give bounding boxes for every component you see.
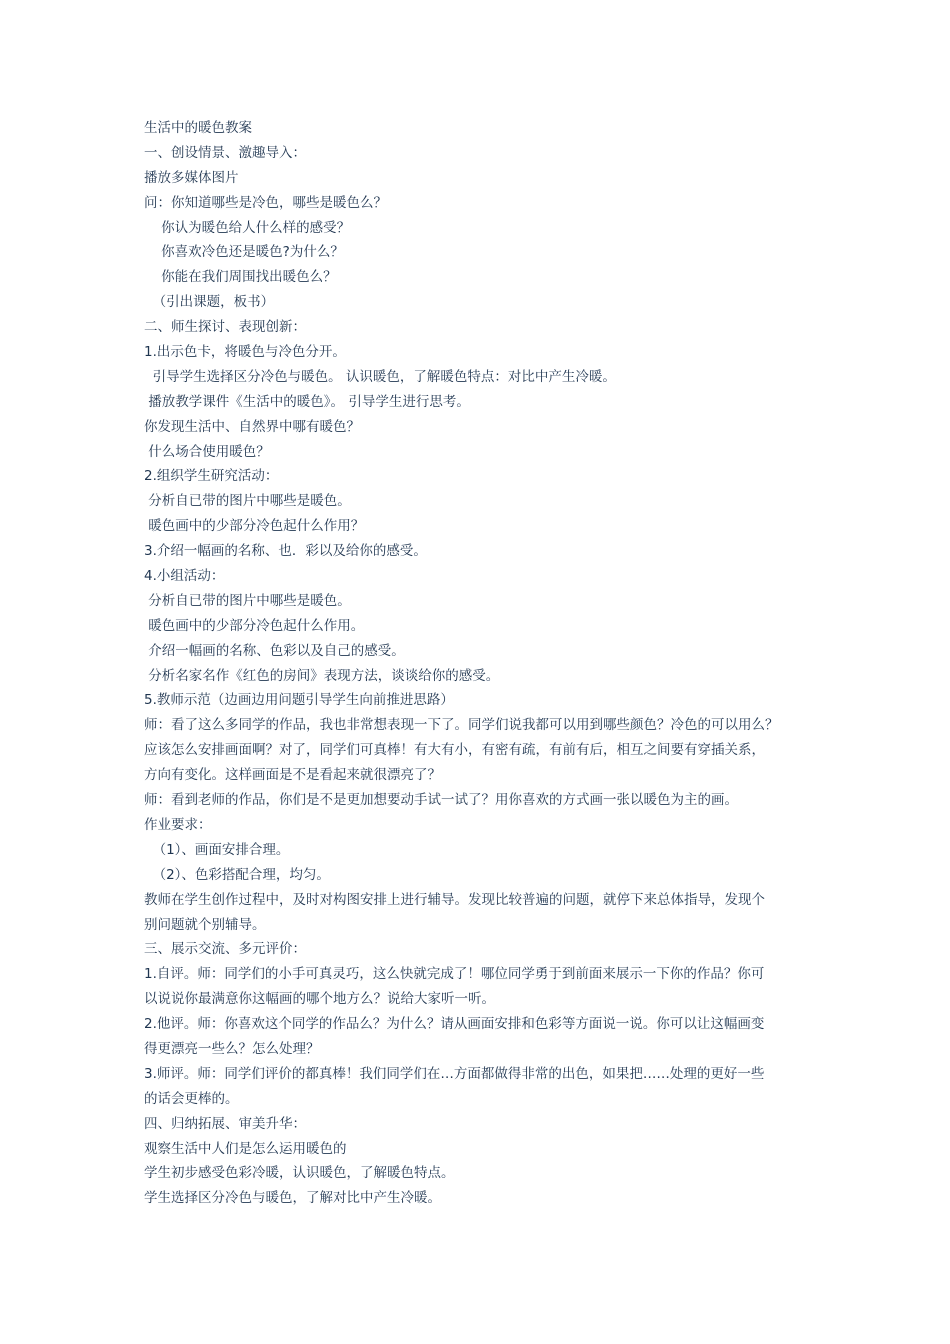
text-line: 1.自评。师：同学们的小手可真灵巧，这么快就完成了！哪位同学勇于到前面来展示一下你的作品？你可 [144, 966, 765, 983]
text-line: 介绍一幅画的名称、色彩以及自己的感受。 [144, 642, 405, 659]
text-line: 作业要求： [144, 816, 212, 833]
text-line: 学生初步感受色彩冷暖，认识暖色，了解暖色特点。 [144, 1165, 455, 1182]
text-line: 4.小组活动： [144, 568, 225, 585]
text-line: 播放教学课件《生活中的暖色》。 引导学生进行思考。 [144, 393, 470, 410]
text-line: （引出课题，板书） [144, 294, 275, 311]
text-line: （2）、色彩搭配合理，均匀。 [144, 866, 330, 883]
text-line: 3.师评。师：同学们评价的都真棒！我们同学们在…方面都做得非常的出色，如果把……处理的更好一些 [144, 1065, 765, 1082]
text-line: 二、师生探讨、表现创新： [144, 319, 306, 336]
text-line: 以说说你最满意你这幅画的哪个地方么？说给大家听一听。 [144, 991, 495, 1008]
text-line: 别问题就个别辅导。 [144, 916, 266, 933]
text-line: 分析自已带的图片中哪些是暖色。 [144, 592, 351, 609]
text-line: 2.他评。师：你喜欢这个同学的作品么？为什么？请从画面安排和色彩等方面说一说。你可以让这幅画变 [144, 1016, 765, 1033]
text-line: 分析自已带的图片中哪些是暖色。 [144, 493, 351, 510]
text-line: 播放多媒体图片 [144, 169, 239, 186]
text-line: 什么场合使用暖色？ [144, 443, 270, 460]
text-line: 观察生活中人们是怎么运用暖色的 [144, 1140, 347, 1157]
text-line: 1.出示色卡，将暖色与冷色分开。 [144, 344, 346, 361]
text-line: 引导学生选择区分冷色与暖色。 认识暖色，了解暖色特点：对比中产生冷暖。 [144, 368, 616, 385]
text-line: 方向有变化。这样画面是不是看起来就很漂亮了？ [144, 767, 441, 784]
document-lines [144, 141, 824, 1211]
text-line: （1）、画面安排合理。 [144, 841, 290, 858]
text-line: 你认为暖色给人什么样的感受？ [144, 219, 351, 236]
text-line: 问：你知道哪些是冷色，哪些是暖色么？ [144, 194, 387, 211]
text-line: 一、创设情景、激趣导入： [144, 144, 306, 161]
text-line: 三、展示交流、多元评价： [144, 941, 306, 958]
text-line: 分析名家名作《红色的房间》表现方法，谈谈给你的感受。 [144, 667, 500, 684]
text-line: 的话会更棒的。 [144, 1090, 239, 1107]
text-line: 3.介绍一幅画的名称、也．彩以及给你的感受。 [144, 543, 427, 560]
text-line: 2.组织学生研究活动： [144, 468, 279, 485]
text-line: 四、归纳拓展、审美升华： [144, 1115, 306, 1132]
text-line: 学生选择区分冷色与暖色，了解对比中产生冷暖。 [144, 1190, 441, 1207]
text-line: 暖色画中的少部分冷色起什么作用？ [144, 518, 365, 535]
text-line: 你喜欢冷色还是暖色?为什么？ [144, 244, 344, 261]
text-line: 应该怎么安排画面啊？对了，同学们可真棒！有大有小，有密有疏，有前有后，相互之间要有穿插关系， [144, 742, 765, 759]
text-line: 得更漂亮一些么？怎么处理？ [144, 1040, 320, 1057]
text-line: 师：看了这么多同学的作品，我也非常想表现一下了。同学们说我都可以用到哪些颜色？冷色的可以用么？ [144, 717, 779, 734]
text-line: 5.教师示范（边画边用问题引导学生向前推进思路） [144, 692, 454, 709]
text-line: 你发现生活中、自然界中哪有暖色？ [144, 418, 360, 435]
text-line: 暖色画中的少部分冷色起什么作用。 [144, 617, 365, 634]
document-title: 生活中的暖色教案 [144, 120, 252, 136]
text-line: 师：看到老师的作品，你们是不是更加想要动手试一试了？用你喜欢的方式画一张以暖色为主的画。 [144, 792, 738, 809]
document-body [144, 116, 824, 1211]
text-line: 你能在我们周围找出暖色么？ [144, 269, 337, 286]
text-line: 教师在学生创作过程中，及时对构图安排上进行辅导。发现比较普遍的问题，就停下来总体指导，发现个 [144, 891, 765, 908]
